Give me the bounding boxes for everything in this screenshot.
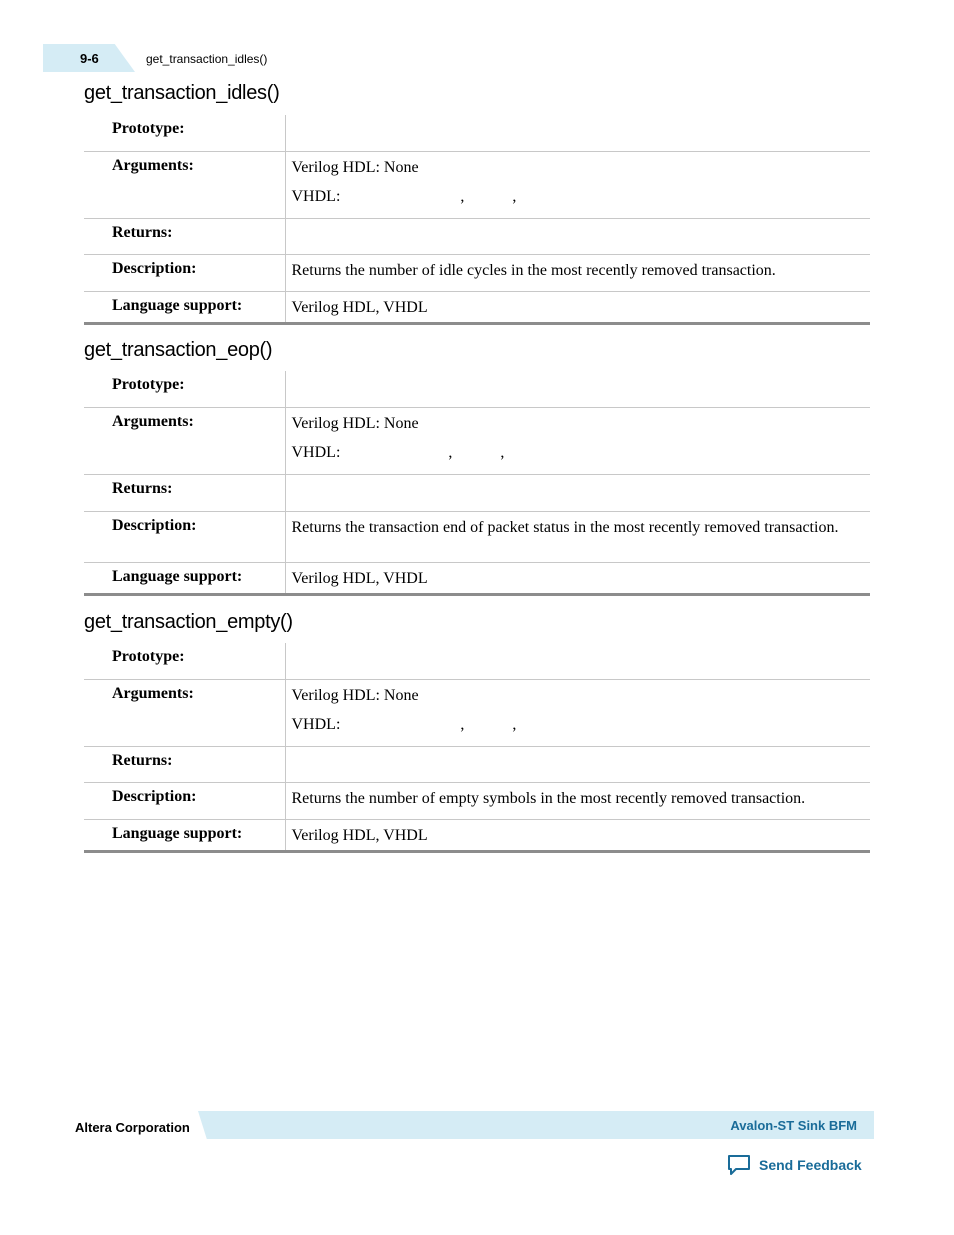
send-feedback-link[interactable] [727,1154,862,1176]
speech-bubble-icon [727,1154,751,1176]
arguments-verilog: Verilog HDL: None [291,414,419,432]
arguments-vhdl: VHDL: , , [291,443,505,461]
row-prototype [84,371,870,407]
row-prototype [84,115,870,151]
row-arguments [84,151,870,218]
row-returns [84,474,870,511]
returns-value [285,218,870,254]
language-support-label: Language support: [84,562,285,594]
page-number: 9-6 [80,51,99,66]
language-support-value: Verilog HDL, VHDL [285,562,870,594]
footer-doc-title[interactable]: Avalon-ST Sink BFM [730,1118,857,1133]
description-label: Description: [84,511,285,562]
row-language-support [84,562,870,594]
spec-table-eop [84,371,870,596]
prototype-label: Prototype: [112,376,185,393]
prototype-value [285,371,870,407]
prototype-value [285,115,870,151]
row-prototype [84,643,870,679]
returns-value [285,474,870,511]
arguments-label: Arguments: [84,679,285,746]
row-arguments [84,407,870,474]
description-value: Returns the number of empty symbols in the most recently removed transaction. [285,782,870,819]
section-title-idles: get_transaction_idles() [84,82,280,104]
row-language-support [84,819,870,851]
returns-label: Returns: [84,218,285,254]
arguments-vhdl: VHDL: , , [291,715,517,733]
returns-value [285,746,870,782]
row-description [84,782,870,819]
footer-company: Altera Corporation [75,1120,190,1135]
returns-label: Returns: [84,746,285,782]
prototype-label: Prototype: [112,648,185,665]
language-support-value: Verilog HDL, VHDL [285,819,870,851]
returns-label: Returns: [84,474,285,511]
send-feedback-label: Send Feedback [759,1157,862,1173]
arguments-vhdl: VHDL: , , [291,187,517,205]
row-description [84,511,870,562]
arguments-label: Arguments: [84,407,285,474]
arguments-verilog: Verilog HDL: None [291,158,419,176]
description-value: Returns the number of idle cycles in the most recently removed transaction. [285,254,870,291]
running-header-title: get_transaction_idles() [146,52,268,66]
row-returns [84,218,870,254]
arguments-value [285,407,870,474]
section-title-empty: get_transaction_empty() [84,611,293,633]
description-value: Returns the transaction end of packet status in the most recently removed transaction. [285,511,870,562]
description-label: Description: [84,254,285,291]
language-support-value: Verilog HDL, VHDL [285,291,870,323]
arguments-value [285,151,870,218]
section-title-eop: get_transaction_eop() [84,339,273,361]
row-returns [84,746,870,782]
prototype-value [285,643,870,679]
row-language-support [84,291,870,323]
prototype-label: Prototype: [112,120,185,137]
arguments-label: Arguments: [84,151,285,218]
row-arguments [84,679,870,746]
arguments-verilog: Verilog HDL: None [291,686,419,704]
arguments-value [285,679,870,746]
language-support-label: Language support: [84,819,285,851]
spec-table-empty [84,643,870,853]
spec-table-idles [84,115,870,325]
row-description [84,254,870,291]
language-support-label: Language support: [84,291,285,323]
description-label: Description: [84,782,285,819]
